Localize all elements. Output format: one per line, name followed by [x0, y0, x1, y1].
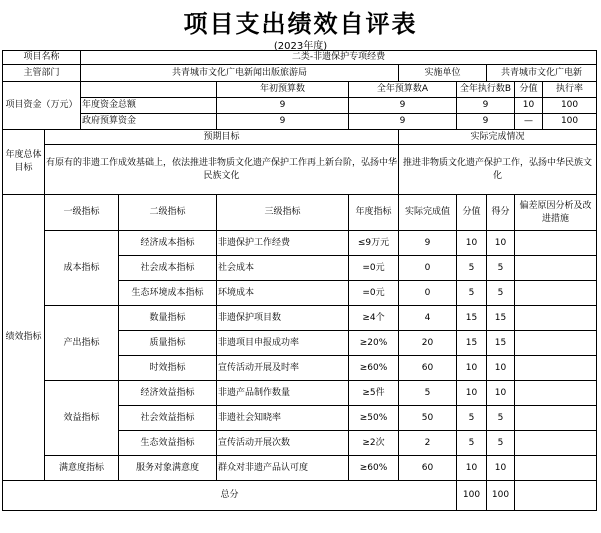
funds-row-annual: 9	[349, 114, 457, 130]
level2-cell: 社会效益指标	[119, 406, 217, 431]
score-cell: 5	[487, 256, 515, 281]
target-cell: ≥4个	[349, 306, 399, 331]
header-score: 得分	[487, 195, 515, 231]
score-cell: 10	[487, 231, 515, 256]
funds-row-annual: 9	[349, 98, 457, 114]
level3-cell: 社会成本	[217, 256, 349, 281]
funds-header-executed: 全年执行数B	[457, 82, 515, 98]
score-value-cell: 5	[457, 431, 487, 456]
score-value-cell: 5	[457, 281, 487, 306]
actual-cell: 50	[399, 406, 457, 431]
level3-cell: 环境成本	[217, 281, 349, 306]
actual-cell: 60	[399, 456, 457, 481]
score-value-cell: 5	[457, 406, 487, 431]
level3-cell: 非遗保护工作经费	[217, 231, 349, 256]
funds-header-exec-rate: 执行率	[543, 82, 597, 98]
project-row	[3, 51, 597, 65]
level3-cell: 非遗社会知晓率	[217, 406, 349, 431]
level1-cost: 成本指标	[45, 231, 119, 306]
total-score-value: 100	[457, 481, 487, 511]
funds-header-annual: 全年预算数A	[349, 82, 457, 98]
actual-result-text: 推进非物质文化遗产保护工作，弘扬中华民族文化	[399, 145, 597, 195]
score-value-cell: 15	[457, 331, 487, 356]
header-level1: 一级指标	[45, 195, 119, 231]
annual-goal-label: 年度总体目标	[3, 130, 45, 195]
funds-label: 项目资金（万元）	[3, 82, 81, 130]
actual-cell: 0	[399, 281, 457, 306]
target-cell: ≥2次	[349, 431, 399, 456]
level3-cell: 宣传活动开展次数	[217, 431, 349, 456]
expected-goal-header: 预期目标	[45, 130, 399, 145]
actual-cell: 5	[399, 381, 457, 406]
level3-cell: 非遗项目申报成功率	[217, 331, 349, 356]
level2-cell: 经济成本指标	[119, 231, 217, 256]
header-score-value: 分值	[457, 195, 487, 231]
indicators-label: 绩效指标	[3, 195, 45, 481]
year-label: (2023年度)	[273, 41, 328, 52]
impl-unit-label: 实施单位	[399, 65, 487, 82]
funds-row-exec-rate: 100	[543, 114, 597, 130]
score-value-cell: 10	[457, 456, 487, 481]
header-level3: 三级指标	[217, 195, 349, 231]
level3-cell: 非遗保护项目数	[217, 306, 349, 331]
table-row	[3, 306, 597, 331]
table-row	[3, 456, 597, 481]
score-cell: 5	[487, 431, 515, 456]
score-value-cell: 10	[457, 356, 487, 381]
score-cell: 10	[487, 456, 515, 481]
actual-cell: 2	[399, 431, 457, 456]
score-value-cell: 10	[457, 231, 487, 256]
header-target: 年度指标	[349, 195, 399, 231]
score-value-cell: 5	[457, 256, 487, 281]
actual-cell: 4	[399, 306, 457, 331]
funds-gov-row	[3, 114, 597, 130]
actual-cell: 60	[399, 356, 457, 381]
funds-header-blank	[81, 82, 217, 98]
level3-cell: 非遗产品制作数量	[217, 381, 349, 406]
target-cell: =0元	[349, 256, 399, 281]
score-cell: 10	[487, 356, 515, 381]
table-row	[3, 231, 597, 256]
expected-goal-text: 有原有的非遗工作成效基础上，依法推进非物质文化遗产保护工作再上新台阶，弘扬中华民族文化	[45, 145, 399, 195]
target-cell: ≤9万元	[349, 231, 399, 256]
project-name-value: 二类-非遗保护专项经费	[81, 51, 597, 65]
level2-cell: 数量指标	[119, 306, 217, 331]
level2-cell: 服务对象满意度	[119, 456, 217, 481]
funds-row-executed: 9	[457, 114, 515, 130]
funds-header-row	[3, 82, 597, 98]
reason-cell	[515, 256, 597, 281]
header-reason: 偏差原因分析及改进措施	[515, 195, 597, 231]
funds-row-initial: 9	[217, 114, 349, 130]
reason-cell	[515, 456, 597, 481]
reason-cell	[515, 406, 597, 431]
table-row	[3, 381, 597, 406]
header-actual: 实际完成值	[399, 195, 457, 231]
reason-cell	[515, 331, 597, 356]
page-title: 项目支出绩效自评表	[183, 9, 418, 38]
funds-row-label: 政府预算资金	[81, 114, 217, 130]
level2-cell: 生态环境成本指标	[119, 281, 217, 306]
level3-cell: 群众对非遗产品认可度	[217, 456, 349, 481]
target-cell: ≥20%	[349, 331, 399, 356]
level2-cell: 经济效益指标	[119, 381, 217, 406]
score-cell: 10	[487, 381, 515, 406]
reason-cell	[515, 231, 597, 256]
level2-cell: 质量指标	[119, 331, 217, 356]
level1-benefit: 效益指标	[45, 381, 119, 456]
dept-label: 主管部门	[3, 65, 81, 82]
funds-row-exec-rate: 100	[543, 98, 597, 114]
reason-cell	[515, 381, 597, 406]
level2-cell: 时效指标	[119, 356, 217, 381]
actual-result-header: 实际完成情况	[399, 130, 597, 145]
header-level2: 二级指标	[119, 195, 217, 231]
score-cell: 5	[487, 406, 515, 431]
total-label: 总分	[3, 481, 457, 511]
dept-value: 共青城市文化广电新闻出版旅游局	[81, 65, 399, 82]
dept-row	[3, 65, 597, 82]
score-cell: 15	[487, 331, 515, 356]
score-value-cell: 10	[457, 381, 487, 406]
target-cell: =0元	[349, 281, 399, 306]
reason-cell	[515, 281, 597, 306]
project-name-label: 项目名称	[3, 51, 81, 65]
score-cell: 5	[487, 281, 515, 306]
level2-cell: 社会成本指标	[119, 256, 217, 281]
actual-cell: 20	[399, 331, 457, 356]
actual-cell: 0	[399, 256, 457, 281]
total-score: 100	[487, 481, 515, 511]
level1-satisfaction: 满意度指标	[45, 456, 119, 481]
funds-row-executed: 9	[457, 98, 515, 114]
level1-output: 产出指标	[45, 306, 119, 381]
score-cell: 15	[487, 306, 515, 331]
impl-unit-value: 共青城市文化广电新	[487, 65, 597, 82]
goals-content-row	[3, 145, 597, 195]
goals-header-row	[3, 130, 597, 145]
reason-cell	[515, 306, 597, 331]
reason-cell	[515, 356, 597, 381]
total-row	[3, 481, 597, 511]
funds-row-label: 年度资金总额	[81, 98, 217, 114]
funds-row-initial: 9	[217, 98, 349, 114]
target-cell: ≥60%	[349, 456, 399, 481]
actual-cell: 9	[399, 231, 457, 256]
reason-cell	[515, 431, 597, 456]
funds-row-score-value: 10	[515, 98, 543, 114]
target-cell: ≥60%	[349, 356, 399, 381]
total-reason-cell	[515, 481, 597, 511]
level2-cell: 生态效益指标	[119, 431, 217, 456]
funds-header-initial: 年初预算数	[217, 82, 349, 98]
target-cell: ≥5件	[349, 381, 399, 406]
target-cell: ≥50%	[349, 406, 399, 431]
funds-row-score-value: —	[515, 114, 543, 130]
level3-cell: 宣传活动开展及时率	[217, 356, 349, 381]
funds-total-row	[3, 98, 597, 114]
funds-header-score-value: 分值	[515, 82, 543, 98]
evaluation-table	[2, 50, 597, 511]
score-value-cell: 15	[457, 306, 487, 331]
indicator-header-row	[3, 195, 597, 231]
